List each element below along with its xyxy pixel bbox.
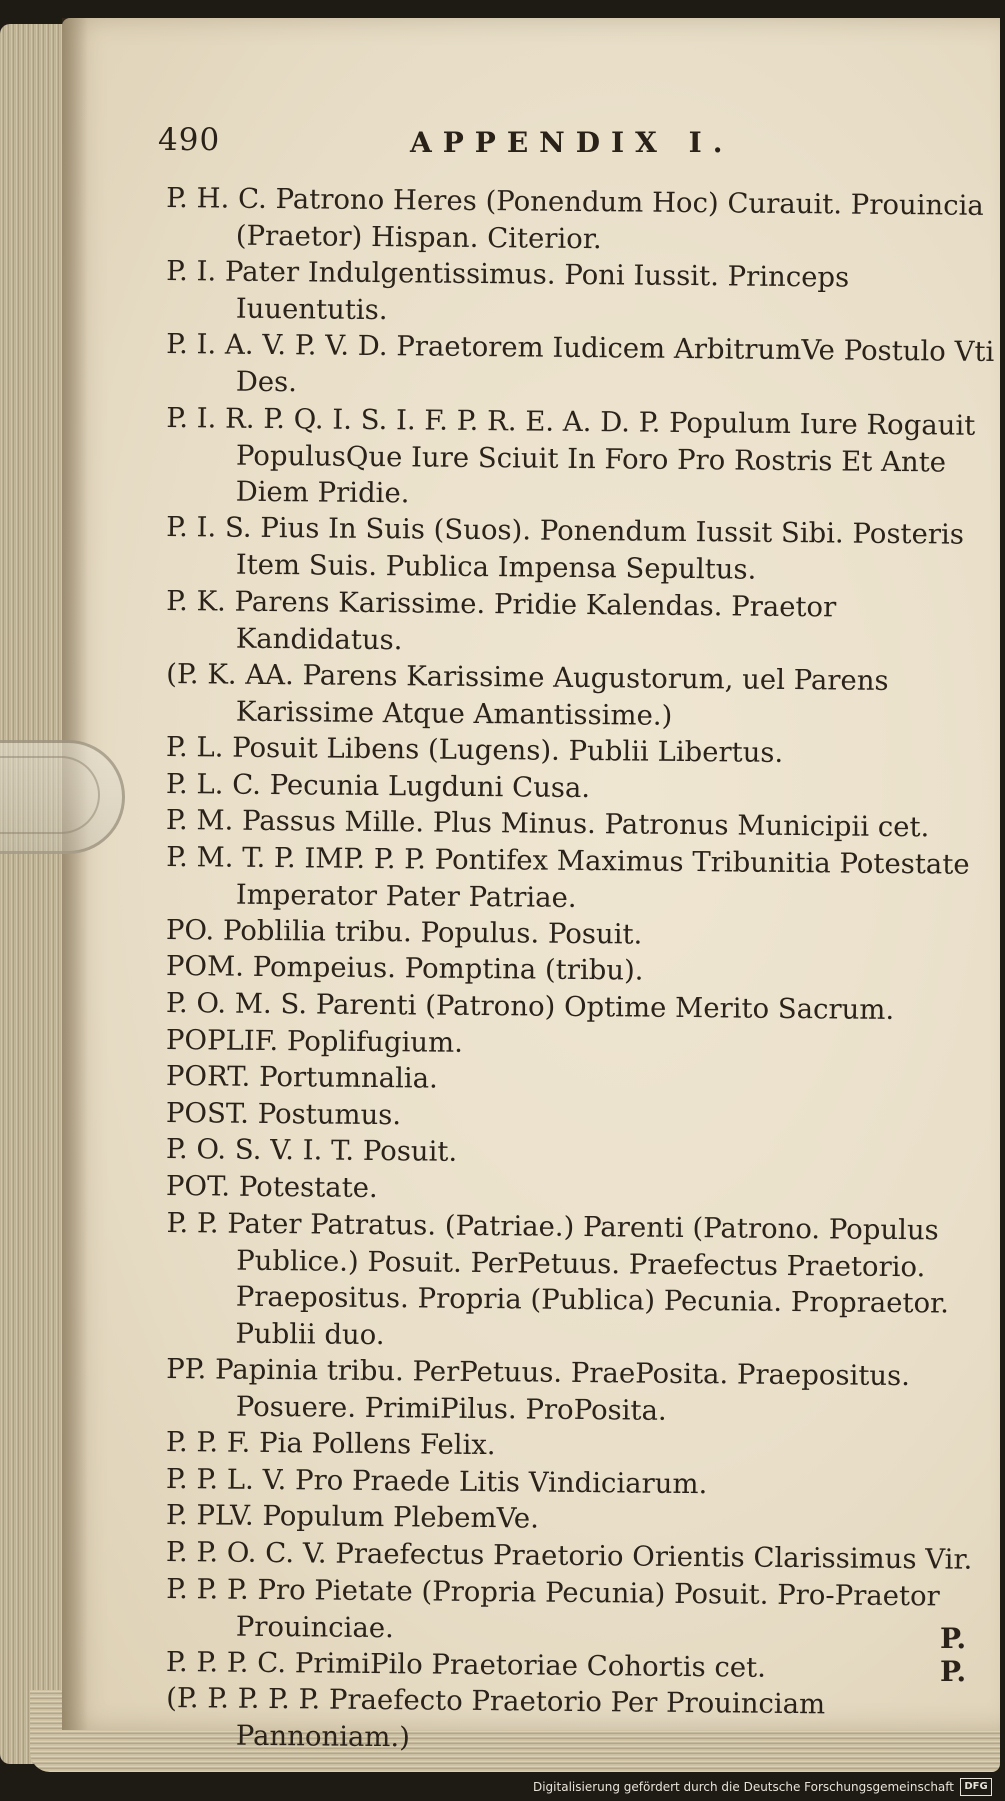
entry-p-o-m-s: P. O. M. S. Parenti (Patrono) Optime Merito Sacrum. [165,987,895,1027]
entry-p-p-o-c-v: P. P. O. C. V. Praefectus Praetorio Orientis Clarissimus Vir. [165,1535,973,1576]
entry-p-plv: P. PLV. Populum PlebemVe. [165,1499,540,1535]
entry-p-m: P. M. Passus Mille. Plus Minus. Patronus Municipii cet. [165,804,930,844]
entry-p-o-s-v-i-t: P. O. S. V. I. T. Posuit. [165,1133,458,1169]
book-page-edges [0,24,70,1764]
entry-p-h-c: P. H. C. Patrono Heres (Ponendum Hoc) Curauit. Prouincia (Praetor) Hispan. Citerior. [166,182,993,255]
entry-p-p-p: P. P. P. Pro Pietate (Propria Pecunia) Posuit. Pro-Praetor Prouinciae. [166,1572,949,1644]
entry-pom: POM. Pompeius. Pomptina (tribu). [165,950,644,988]
entry-pp: PP. Papinia tribu. PerPetuus. PraePosita. Praepositus. Posuere. PrimiPilus. ProPosita. [166,1353,919,1427]
entry-p-p-p-c: P. P. P. C. PrimiPilo Praetoriae Cohortis cet. [165,1645,767,1684]
entry-p-i-s: P. I. S. Pius In Suis (Suos). Ponendum Iussit Sibi. Posteris Item Suis. Publica Impensa Sepultus. [166,511,973,586]
entry-p-i-r-p-q: P. I. R. P. Q. I. S. I. F. P. R. E. A. D. P. Populum Iure Rogauit PopulusQue Iure Sciuit In Foro Pro Rostris Et Ante Diem Pridie. [166,401,985,510]
entry-p-i-a-v-p-v-d: P. I. A. V. P. V. D. Praetorem Iudicem ArbitrumVe Postulo Vti Des. [166,328,1004,399]
running-head: APPENDIX I. [410,126,734,159]
entry-p-k-aa: (P. K. AA. Parens Karissime Augustorum, uel Parens Karissime Atque Amantissime.) [166,657,898,732]
entry-po: PO. Poblilia tribu. Populus. Posuit. [165,913,643,951]
entry-p-p-f: P. P. F. Pia Pollens Felix. [165,1426,496,1462]
abbreviation-list [166,180,1004,1754]
entry-port: PORT. Portumnalia. [165,1060,438,1095]
entry-p-l: P. L. Posuit Libens (Lugens). Publii Libertus. [165,730,784,769]
entry-p-i: P. I. Pater Indulgentissimus. Poni Iussit. Princeps Iuuentutis. [166,255,859,326]
footer-credit: Digitalisierung gefördert durch die Deutsche Forschungsgemeinschaft [532,1780,954,1794]
entry-post: POST. Postumus. [165,1096,402,1132]
entry-p-l-c: P. L. C. Pecunia Lugduni Cusa. [165,767,591,804]
entry-p-m-t-p-imp: P. M. T. P. IMP. P. P. Pontifex Maximus Tribunitia Potestate Imperator Pater Patriae. [166,840,979,914]
page-number: 490 [158,122,221,158]
entry-p-p: P. P. Pater Patratus. (Patriae.) Parenti (Patrono. Populus Publice.) Posuit. PerPetuus. Praefectus Praetorio. Praepositus. Propria (Publica) Pecunia. Propraetor. Publii duo. [166,1206,958,1351]
entry-poplif: POPLIF. Poplifugium. [165,1023,464,1059]
entry-pot: POT. Potestate. [165,1170,378,1205]
spine-shadow [62,18,88,1730]
dfg-logo-icon: DFG [960,1778,992,1796]
entry-p-p-l-v: P. P. L. V. Pro Praede Litis Vindiciarum. [165,1462,708,1500]
entry-p-k: P. K. Parens Karissime. Pridie Kalendas. Praetor Kandidatus. [166,584,846,656]
catchword: P. P. [940,1622,967,1688]
entry-p-p-p-p-p: (P. P. P. P. P. Praefecto Praetorio Per Prouinciam Pannoniam.) [166,1682,835,1754]
digitization-footer [533,1775,992,1799]
page-marker-inner [0,756,100,834]
